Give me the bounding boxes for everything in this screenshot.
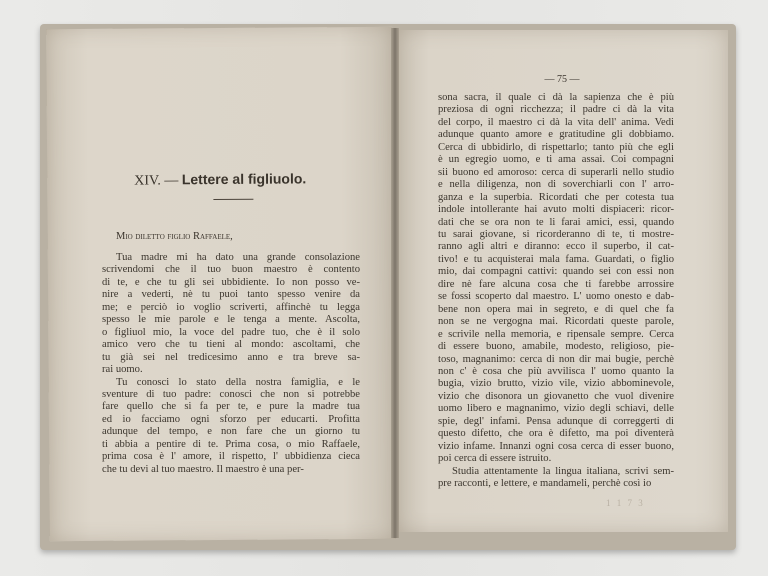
- text-line: tu sarai giovane, si ricorderanno di te, ti mostre-: [438, 228, 674, 240]
- text-line: dati che se ora non te li farai amici, essi, quando: [438, 216, 674, 228]
- page-number: — 75 —: [544, 74, 580, 85]
- text-line: questo difetto, che ora è difetto, ma poi diventerà: [438, 428, 674, 440]
- text-line: ranno agli altri e diranno: ecco il superbo, il cat-: [438, 241, 674, 253]
- text-line: di essere buono, amabile, modesto, religioso, pie-: [438, 341, 674, 353]
- text-line: adunque quanto amore e gratitudine gli dobbiamo.: [438, 129, 674, 141]
- right-page-body: [438, 92, 674, 491]
- text-line: bene non opera mai in segreto, e di quel che fa: [438, 303, 674, 315]
- title-rule: [213, 199, 253, 200]
- text-line: pre racconti, e lettere, e mandameli, perchè così io: [438, 478, 652, 490]
- text-line: vizio che disonora un giovanetto che vuol divenire: [438, 390, 674, 402]
- text-line: indole intollerante hai avuto molti dispiaceri: ricor-: [438, 204, 674, 216]
- text-line: Tua madre mi ha dato una grande consolazione: [116, 252, 360, 263]
- text-line: tu già sei nel tredicesimo anno e tra breve sa-: [102, 351, 360, 363]
- text-line: se fossi scoperto dal maestro. L' uomo onesto e dab-: [438, 291, 674, 303]
- text-line: toso, magnanimo: cerca di non dir mai bugie, perchè: [438, 353, 674, 365]
- chapter-title-text: Lettere al figliuolo.: [181, 170, 307, 188]
- text-line: preziosa di ogni ricchezza; il padre ci dà la vita: [438, 104, 674, 116]
- text-line: Studia attentamente la lingua italiana, scrivi sem-: [452, 465, 674, 477]
- text-line: fare quello che si fa per te, e pure la madre tua: [102, 401, 360, 413]
- text-line: non c' è cosa che più avvilisca l' uomo quanto la: [438, 365, 674, 377]
- text-line: spie, degl' infami. Pensa adunque di correggerti di: [438, 415, 674, 427]
- text-line: scrivendomi che il tuo buon maestro è contento: [102, 264, 360, 276]
- chapter-number: XIV. —: [134, 173, 179, 189]
- text-line: dire nè fare alcuna cosa che ti farebbe arrossire: [438, 278, 674, 290]
- text-line: sii buono ed amoroso: cerca di superarli nello studio: [438, 166, 674, 178]
- text-line: rai uomo.: [102, 364, 143, 376]
- text-line: e scrivile nella memoria, e ripensale sempre. Cerca: [438, 328, 674, 340]
- text-line: o figliuol mio, la voce del padre tuo, che è il solo: [102, 326, 360, 338]
- text-line: spesso le mie parole e le tenga a mente. Ascolta,: [102, 314, 360, 326]
- text-line: bugia, vizio brutto, vizio vile, vizio abbominevole,: [438, 378, 674, 390]
- text-line: prima cosa è l' amore, il rispetto, l' ubbidienza cieca: [102, 451, 360, 463]
- text-line: sventure di tuo padre: conosci che non si potrebbe: [102, 388, 360, 400]
- text-line: amico vero che tu tieni al mondo: ascoltami, che: [102, 339, 360, 351]
- text-line: tivo! e tu acquisterai mala fama. Guardati, o figlio: [438, 253, 674, 265]
- salutation: Mio diletto figlio Raffaele,: [116, 231, 233, 242]
- text-line: mio, dai compagni cattivi: quando sei con essi non: [438, 266, 674, 278]
- text-line: del corpo, il maestro ci dà la vita dell' anima. Vedi: [438, 116, 674, 128]
- text-line: ti abbia a pentire di te. Prima cosa, o mio Raffaele,: [102, 438, 360, 450]
- left-page-body: [102, 252, 360, 476]
- text-line: me; e perciò io voglio scriverti, affinchè tu legga: [102, 301, 360, 313]
- text-line: nire a vederti, nè tu puoi tanto spesso venire da: [102, 289, 360, 301]
- text-line: poi cerca di essere istruito.: [438, 453, 552, 465]
- text-line: Cerca di ubbidirlo, di rispettarlo; tanto più che egli: [438, 141, 674, 153]
- text-line: e nella diligenza, non di soverchiarli con l' arro-: [438, 179, 674, 191]
- text-line: Tu conosci lo stato della nostra famiglia, e le: [116, 376, 360, 388]
- text-line: vizio infame. Innanzi ogni cosa cerca di esser buono,: [438, 440, 674, 452]
- text-line: uomo libero e magnanimo, vizio degli schiavi, delle: [438, 403, 674, 415]
- text-line: adunque del tempo, e non fare che un giorno tu: [102, 426, 360, 438]
- text-line: sona sacra, il quale ci dà la sapienza che è più: [438, 92, 674, 103]
- text-line: che tu devi al tuo maestro. Il maestro è una per-: [102, 463, 304, 475]
- chapter-title: [47, 170, 393, 190]
- book-gutter: [391, 28, 399, 538]
- text-line: ed io facciamo ogni sforzo per educarti. Profitta: [102, 413, 360, 425]
- text-line: ganza e la superbia. Ricordati che per cotesta tua: [438, 191, 674, 203]
- text-line: è un egregio uomo, e ti ama assai. Coi compagni: [438, 154, 674, 166]
- pencil-note: 1 1 7 3: [606, 498, 645, 508]
- text-line: non se ne vergogna mai. Ricordati queste parole,: [438, 316, 674, 328]
- text-line: di te, e che tu gli sei ubbidiente. Io non posso ve-: [102, 276, 360, 288]
